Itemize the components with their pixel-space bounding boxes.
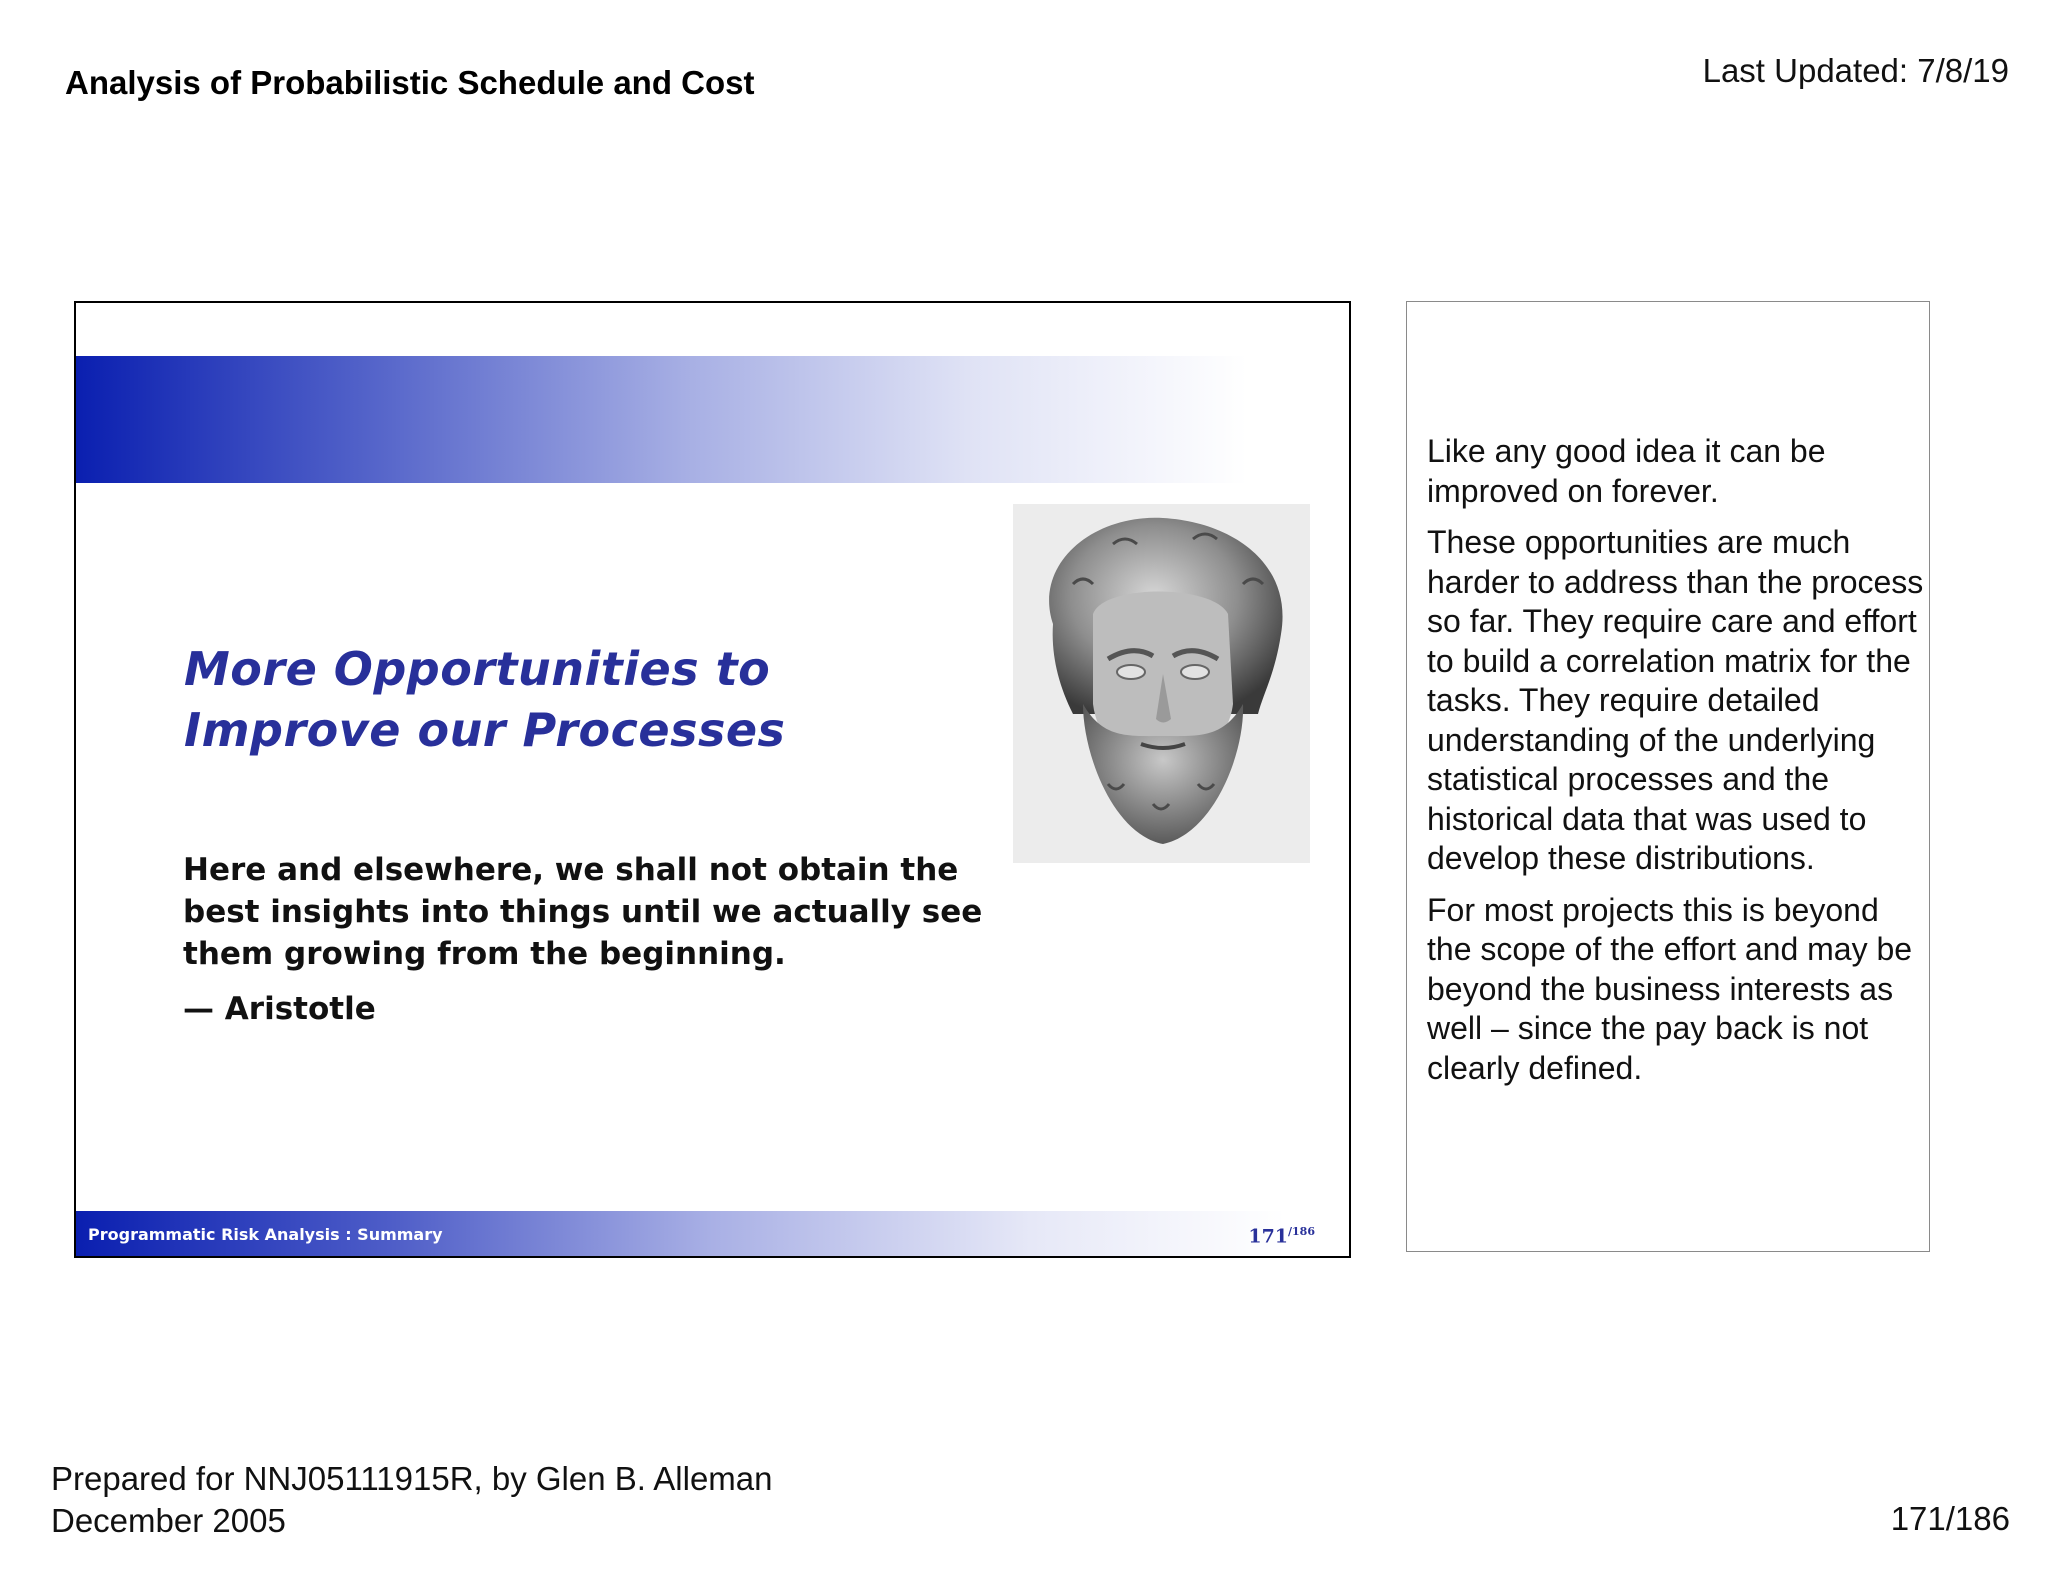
bust-image xyxy=(1013,504,1310,863)
quote-author: — Aristotle xyxy=(183,991,376,1027)
slide-title-line: More Opportunities to xyxy=(184,642,771,696)
notes-paragraph: For most projects this is beyond the scope of the effort and may be beyond the business interests as well – since the pay back is not clearly defined. xyxy=(1427,891,1913,1086)
quote-line: them growing from the beginning. xyxy=(183,936,786,972)
slide-page-current: 171 xyxy=(1248,1225,1289,1248)
quote-text xyxy=(183,849,982,975)
footer-page-number: 171/186 xyxy=(1890,1500,2010,1537)
slide-page-number xyxy=(1248,1225,1315,1247)
slide-header-band xyxy=(76,356,1349,483)
notes-body xyxy=(1427,432,1927,1100)
last-updated: Last Updated: 7/8/19 xyxy=(1702,52,2009,89)
slide-page-total: /186 xyxy=(1288,1225,1315,1238)
footer-prepared-for: Prepared for NNJ05111915R, by Glen B. Alleman xyxy=(51,1460,773,1497)
footer-date: December 2005 xyxy=(51,1502,286,1539)
slide-thumbnail xyxy=(74,301,1351,1258)
quote-line: Here and elsewhere, we shall not obtain the xyxy=(183,852,959,888)
slide-footer-text: Programmatic Risk Analysis : Summary xyxy=(88,1225,443,1244)
footer-prepared-block xyxy=(51,1458,773,1542)
slide-title-line: Improve our Processes xyxy=(184,703,786,757)
speaker-notes-box xyxy=(1406,301,1930,1252)
quote-line: best insights into things until we actually see xyxy=(183,894,983,930)
document-title: Analysis of Probabilistic Schedule and Cost xyxy=(65,64,755,101)
notes-paragraph: These opportunities are much harder to address than the process so far. They require care and effort to build a correlation matrix for the tasks. They require detailed understanding of the underlying statistical processes and the historical data that was used to develop these distributions. xyxy=(1427,524,1924,876)
slide-title xyxy=(184,639,785,761)
aristotle-portrait xyxy=(1013,504,1310,863)
notes-paragraph: Like any good idea it can be improved on forever. xyxy=(1427,433,1826,509)
